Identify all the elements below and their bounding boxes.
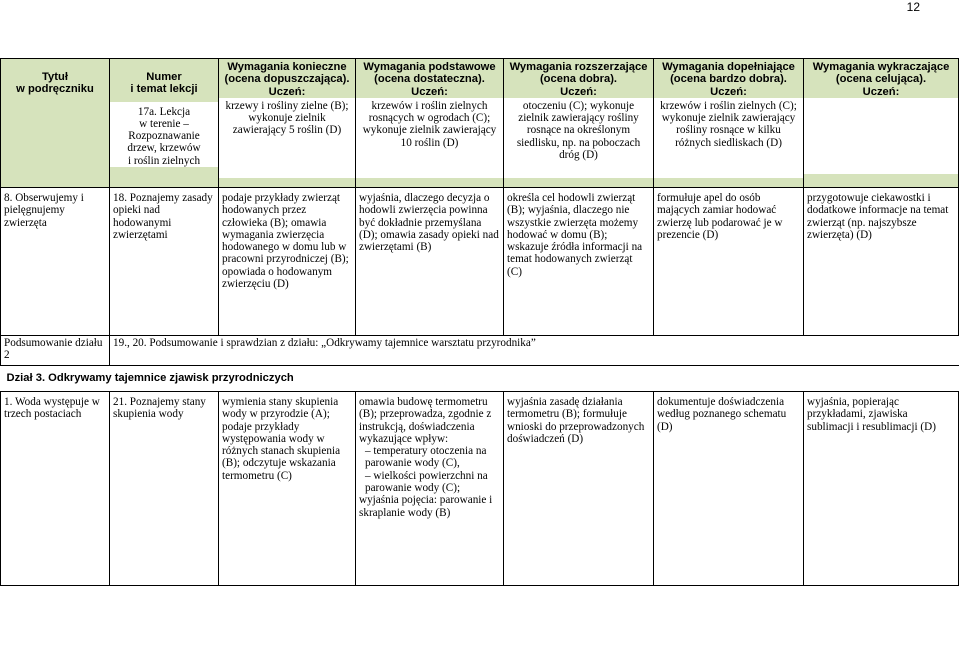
summary-text: 19., 20. Podsumowanie i sprawdzian z działu: „Odkrywamy tajemnice warsztatu przyrodnika”	[110, 336, 959, 366]
empty-cell	[804, 98, 958, 174]
cell-text: podaje przykłady zwierząt hodowanych przez człowieka (B); omawia wymagania zwierzęcia hodowanego w domu lub w pracowni przyrodniczej (B); opowiada o hodowanym zwierzęciu (D)	[219, 188, 356, 336]
cell-text: 8. Obserwujemy i pielęgnujemy zwierzęta	[1, 188, 110, 336]
cell-text: Podsumowanie działu 2	[1, 336, 110, 366]
cell-text: krzewów i roślin zielnych (C); wykonuje zielnik zawierający rośliny rosnące w kilku różnych siedliskach (D)	[654, 98, 803, 178]
header-title-col	[1, 59, 110, 188]
cell-text: krzewów i roślin zielnych rosnących w ogrodach (C); wykonuje zielnik zawierający 10 roślin (D)	[356, 98, 503, 178]
header-text: (ocena dostateczna).	[374, 73, 485, 86]
header-text: (ocena dopuszczająca).	[224, 73, 350, 86]
summary-row	[1, 336, 959, 366]
header-text: Uczeń:	[268, 85, 306, 98]
header-col-complementary	[654, 59, 804, 188]
header-text: (ocena dobra).	[539, 73, 618, 86]
cell-text: krzewy i rośliny zielne (B); wykonuje zielnik zawierający 5 roślin (D)	[219, 98, 355, 178]
cell-text: wyjaśnia, popierając przykładami, zjawiska sublimacji i resublimacji (D)	[804, 392, 959, 586]
header-col-extended	[504, 59, 654, 188]
header-text: Wymagania dopełniające	[662, 61, 795, 73]
cell-text: omawia budowę termometru (B); przeprowadza, zgodnie z instrukcją, doświadczenia wykazujące wpływ:	[359, 396, 492, 445]
header-text: Wymagania wykraczające	[812, 61, 950, 73]
header-col-required	[219, 59, 356, 188]
header-col-basic	[356, 59, 504, 188]
list-item: – wielkości powierzchni na parowanie wody (C);	[365, 469, 488, 495]
lesson-title-line: w terenie –	[139, 117, 189, 130]
lesson-title-line: i roślin zielnych	[127, 154, 201, 167]
cell-text: 18. Poznajemy zasady opieki nad hodowanymi zwierzętami	[110, 188, 219, 336]
header-lesson-col	[110, 59, 219, 188]
header-text: w podręczniku	[16, 83, 94, 96]
cell-text: 21. Poznajemy stany skupienia wody	[110, 392, 219, 586]
cell-text: formułuje apel do osób mających zamiar hodować zwierzę lub podarować je w prezencie (D)	[654, 188, 804, 336]
header-row	[1, 59, 959, 188]
section-row	[1, 366, 959, 392]
cell-text: 1. Woda występuje w trzech postaciach	[1, 392, 110, 586]
cell-text: wyjaśnia, dlaczego decyzja o hodowli zwierzęcia powinna być dokładnie przemyślana (D); omawia zasady opieki nad zwierzętami (B)	[356, 188, 504, 336]
header-text: Wymagania rozszerzające	[509, 61, 648, 73]
cell-text: wyjaśnia zasadę działania termometru (B); formułuje wnioski do przeprowadzonych doświadczeń (D)	[504, 392, 654, 586]
cell-text: otoczeniu (C); wykonuje zielnik zawierający rośliny rosnące na określonym siedlisku, np. na poboczach dróg (D)	[504, 98, 653, 178]
header-text: (ocena bardzo dobra).	[670, 73, 787, 86]
header-col-exceeding	[804, 59, 959, 188]
header-text: Uczeń:	[560, 85, 597, 98]
cell-text: określa cel hodowli zwierząt (B); wyjaśnia, dlaczego nie wszystkie zwierzęta możemy hodować w domu (B); wskazuje źródła informacji na temat hodowanych zwierząt (C)	[504, 188, 654, 336]
cell-text: wymienia stany skupienia wody w przyrodzie (A); podaje przykłady występowania wody w różnych stanach skupienia (B); odczytuje wskazania termometru (C)	[219, 392, 356, 586]
header-text: Wymagania podstawowe	[363, 61, 496, 73]
header-text: Uczeń:	[411, 85, 448, 98]
table-row	[1, 188, 959, 336]
cell-text: przygotowuje ciekawostki i dodatkowe informacje na temat zwierząt (np. najszybsze zwierzęta) (D)	[804, 188, 959, 336]
header-text: Tytuł	[42, 71, 68, 83]
section-title: Dział 3. Odkrywamy tajemnice zjawisk przyrodniczych	[1, 366, 959, 392]
header-text: Wymagania konieczne	[227, 61, 347, 73]
header-text: Numer	[146, 71, 182, 83]
table-row	[1, 392, 959, 586]
header-text: i temat lekcji	[130, 83, 198, 96]
cell-text: wyjaśnia pojęcia: parowanie i skraplanie wody (B)	[359, 494, 493, 519]
cell-text: dokumentuje doświadczenia według poznanego schematu (D)	[654, 392, 804, 586]
lesson-title-line: drzew, krzewów	[127, 142, 201, 155]
header-text: (ocena celująca).	[835, 73, 927, 86]
requirements-table	[0, 58, 959, 586]
list-item: – temperatury otoczenia na parowanie wody (C),	[365, 445, 487, 470]
header-text: Uczeń:	[862, 85, 900, 98]
lesson-title-line: 17a. Lekcja	[137, 105, 191, 118]
page-number: 12	[906, 0, 920, 14]
lesson-title-line: Rozpoznawanie	[128, 130, 200, 143]
header-text: Uczeń:	[710, 85, 747, 98]
cell-composite	[356, 392, 504, 586]
